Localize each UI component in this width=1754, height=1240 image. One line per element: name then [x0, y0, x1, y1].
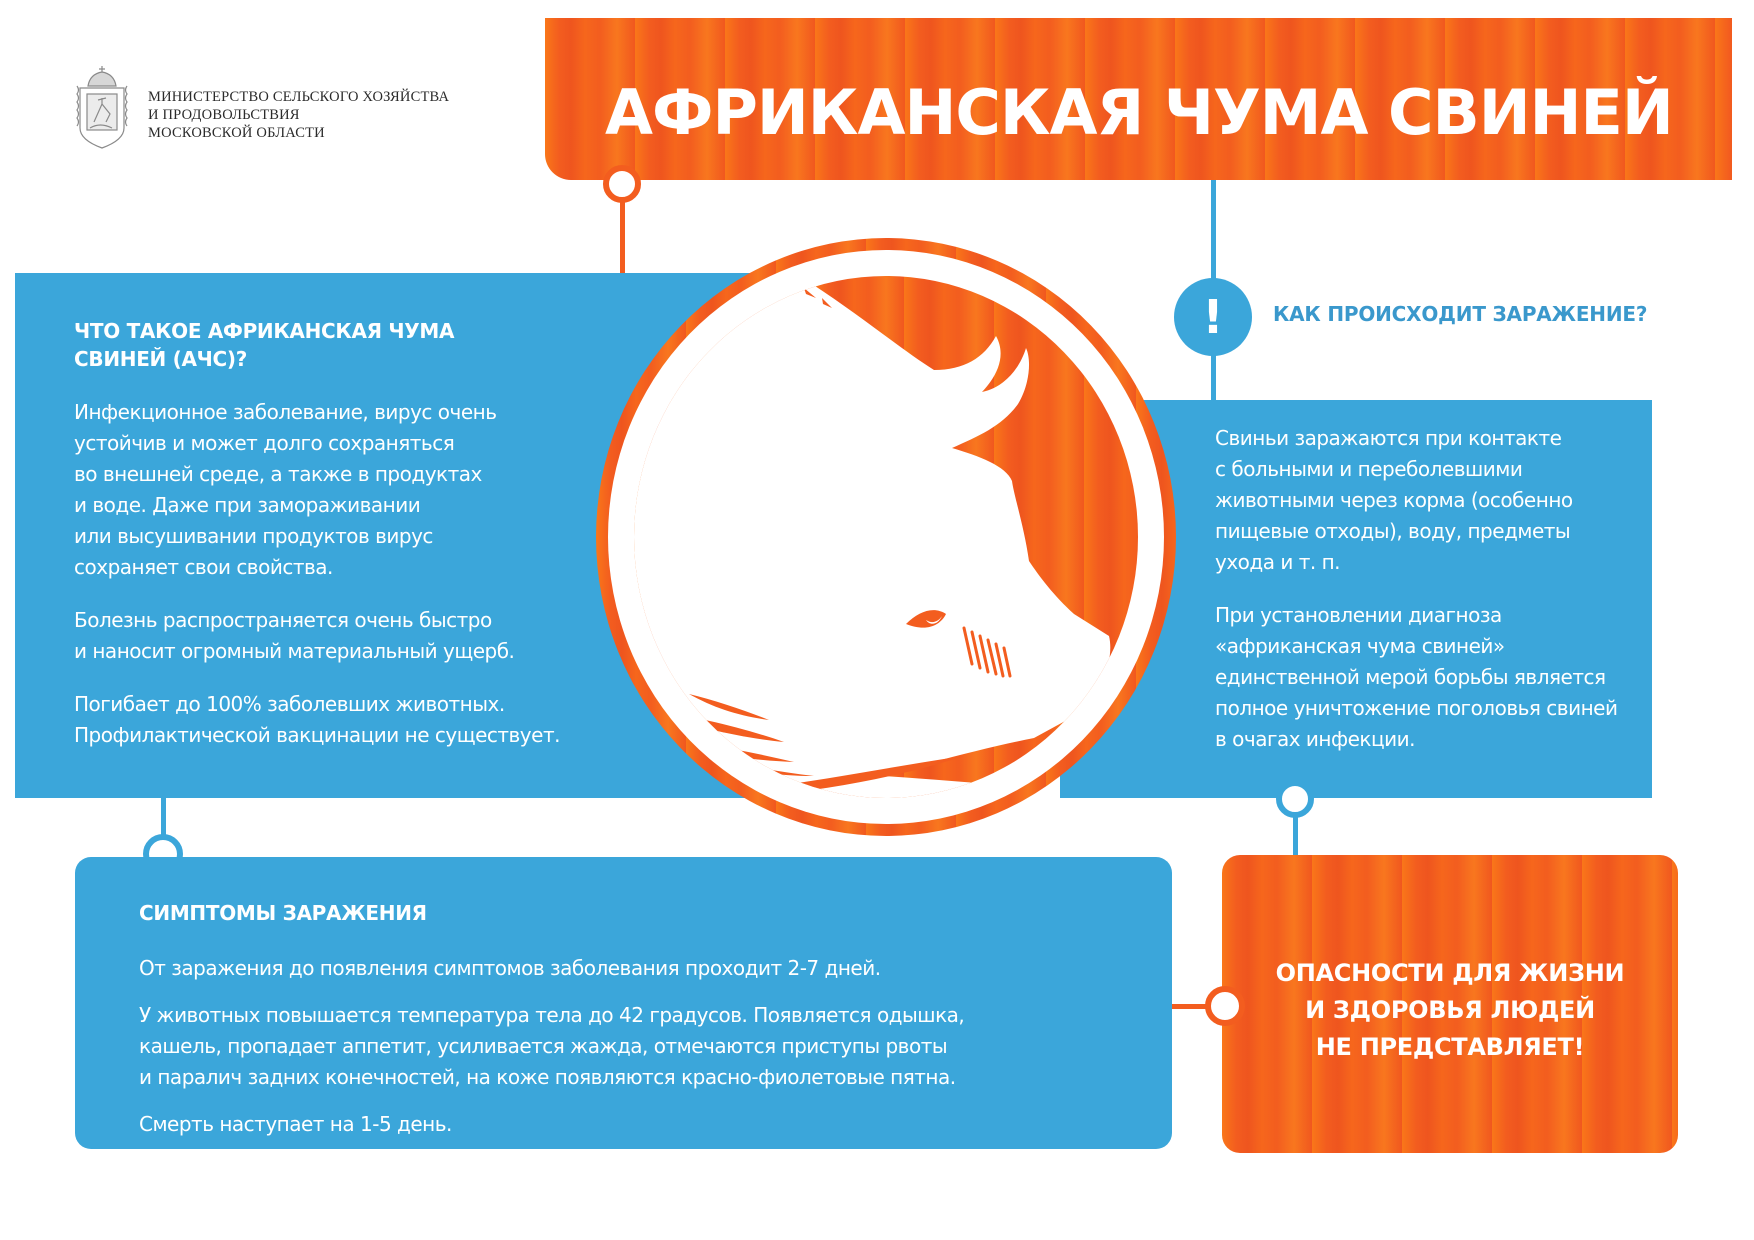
infection-paragraph: При установлении диагноза «африканская чума свиней» единственной мерой борьбы является полное уничтожение поголовья свиней в очагах инфекции.	[1215, 603, 1618, 751]
what-is-paragraph: Инфекционное заболевание, вирус очень устойчив и может долго сохраняться во внешней среде, а также в продуктах и воде. Даже при замораживании или высушивании продуктов вирус сохраняет свои свойства.	[74, 400, 497, 579]
what-is-text	[74, 397, 634, 773]
emblem-inner-disc	[634, 276, 1138, 798]
what-is-heading: ЧТО ТАКОЕ АФРИКАНСКАЯ ЧУМА СВИНЕЙ (АЧС)?	[74, 319, 455, 371]
exclamation-icon: !	[1202, 290, 1224, 344]
coat-of-arms-icon	[74, 62, 130, 152]
symptoms-panel	[75, 857, 1172, 1149]
connector-dot	[603, 165, 641, 203]
connector-line	[161, 796, 166, 836]
ministry-name-line-2: И ПРОДОВОЛЬСТВИЯ	[148, 107, 300, 123]
symptoms-text	[139, 953, 1159, 1156]
title-banner	[545, 18, 1732, 180]
infection-heading: КАК ПРОИСХОДИТ ЗАРАЖЕНИЕ?	[1273, 302, 1648, 326]
connector-dot	[1276, 780, 1314, 818]
connector-dot	[1205, 986, 1245, 1026]
ministry-name-line-3: МОСКОВСКОЙ ОБЛАСТИ	[148, 125, 325, 141]
ministry-name-line-1: МИНИСТЕРСТВО СЕЛЬСКОГО ХОЗЯЙСТВА	[148, 89, 450, 105]
warning-box	[1222, 855, 1678, 1153]
ministry-logo	[70, 60, 510, 156]
exclamation-badge	[1174, 278, 1252, 356]
what-is-paragraph: Болезнь распространяется очень быстро и наносит огромный материальный ущерб.	[74, 608, 515, 663]
ministry-name	[148, 88, 449, 142]
symptoms-paragraph: Смерть наступает на 1-5 день.	[139, 1112, 452, 1136]
infection-paragraph: Свиньи заражаются при контакте с больными и переболевшими животными через корма (особенно пищевые отходы), воду, предметы ухода и т. п.	[1215, 426, 1573, 574]
boar-head-icon	[634, 276, 1138, 798]
infection-text	[1215, 423, 1645, 777]
connector-line	[1293, 816, 1298, 858]
boar-emblem	[596, 238, 1176, 836]
symptoms-paragraph: От заражения до появления симптомов заболевания проходит 2-7 дней.	[139, 956, 881, 980]
warning-text: ОПАСНОСТИ ДЛЯ ЖИЗНИ И ЗДОРОВЬЯ ЛЮДЕЙ НЕ ПРЕДСТАВЛЯЕТ!	[1275, 959, 1625, 1061]
what-is-paragraph: Погибает до 100% заболевших животных. Профилактической вакцинации не существует.	[74, 692, 560, 747]
symptoms-paragraph: У животных повышается температура тела до 42 градусов. Появляется одышка, кашель, пропадает аппетит, усиливается жажда, отмечаются приступы рвоты и паралич задних конечностей, на коже появляются красно-фиолетовые пятна.	[139, 1003, 965, 1089]
symptoms-heading: СИМПТОМЫ ЗАРАЖЕНИЯ	[139, 901, 427, 925]
page-title: АФРИКАНСКАЯ ЧУМА СВИНЕЙ	[605, 76, 1673, 149]
